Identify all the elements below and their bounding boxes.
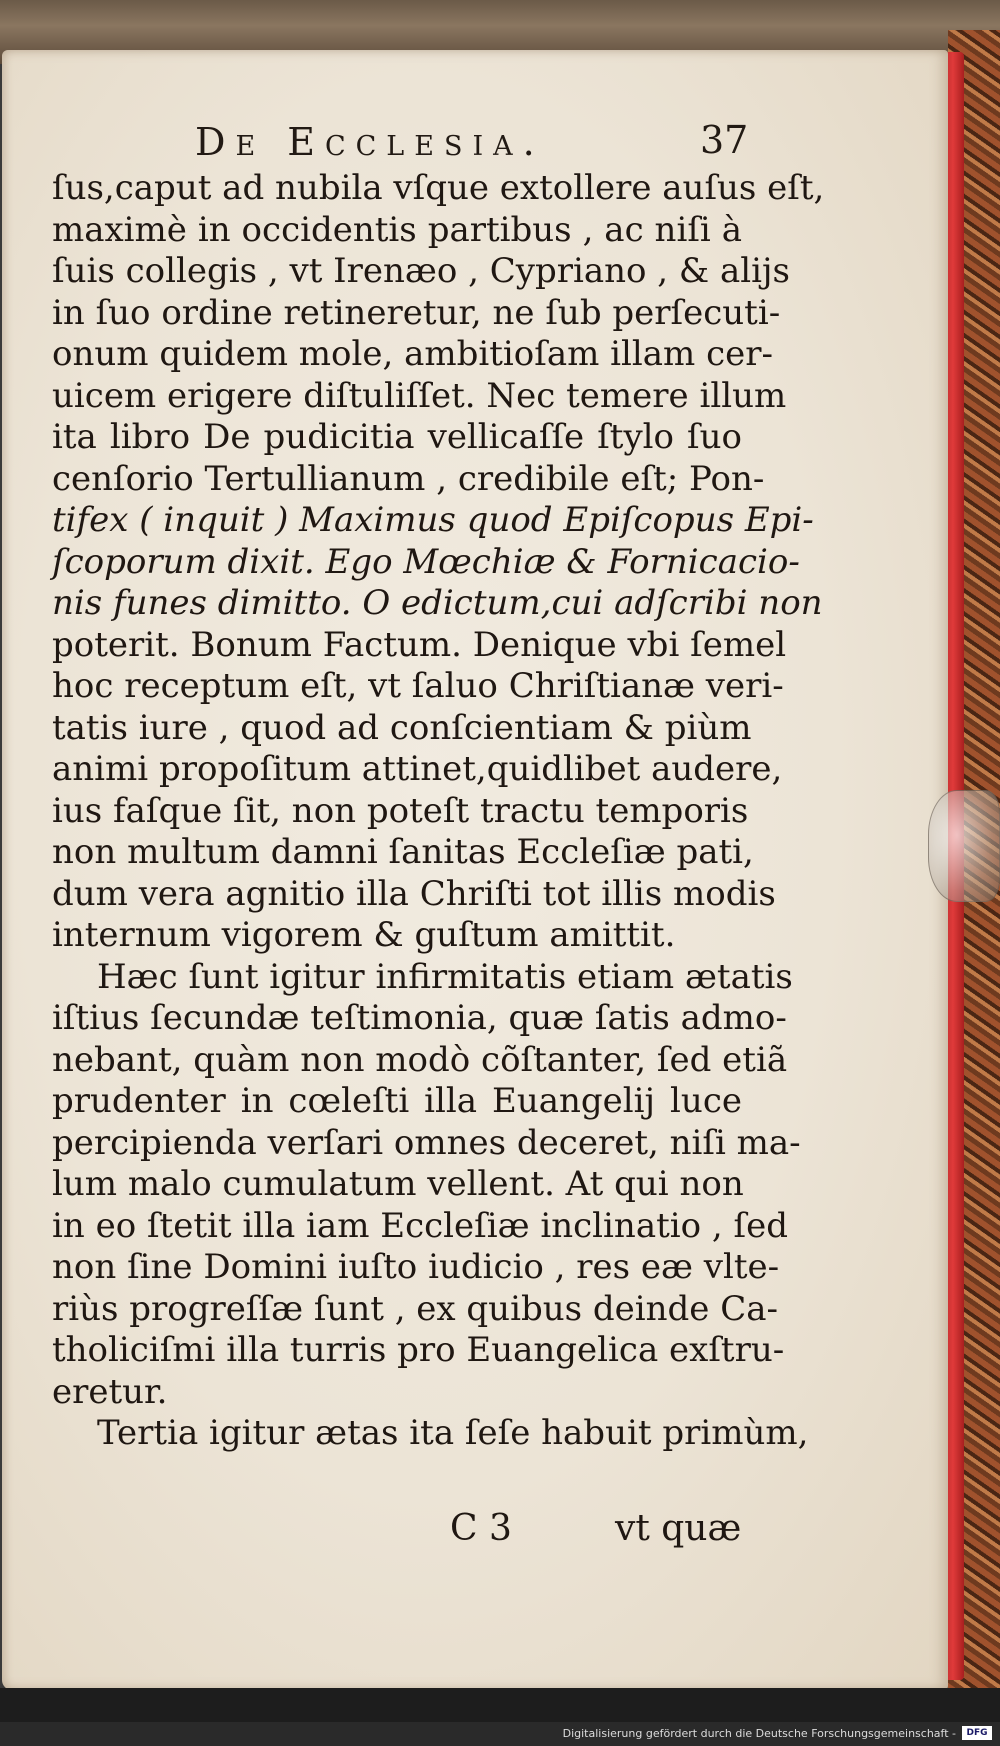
page-clip [928, 790, 1000, 902]
text-line: ius faſque ſit, non poteſt tractu temporis [52, 790, 749, 831]
text-line: ſuis collegis , vt Irenæo , Cypriano , & alijs [52, 251, 790, 291]
signature-mark: C 3 [450, 1508, 512, 1549]
text-line: cenſorio Tertullianum , credibile eſt; Pon- [52, 458, 765, 499]
text-line: ſus,caput ad nubila vſque extollere auſus eſt, [52, 168, 825, 208]
text-line: riùs progreſſæ ſunt , ex quibus deinde Ca- [52, 1288, 778, 1329]
text-line: onum quidem mole, ambitioſam illam cer- [52, 334, 774, 374]
text-line: lum malo cumulatum vellent. At qui non [52, 1164, 744, 1204]
text-line: eretur. [52, 1371, 168, 1412]
text-line: in ſuo ordine retineretur, ne ſub perſecuti- [52, 292, 781, 333]
text-line: iſtius ſecundæ teſtimonia, quæ ſatis admo- [52, 998, 787, 1038]
text-line: percipienda verſari omnes deceret, niſi ma- [52, 1122, 801, 1163]
text-line: maximè in occidentis partibus , ac niſi à [52, 209, 742, 250]
text-line: uicem erigere diſtuliſſet. Nec temere illum [52, 375, 787, 416]
text-line: ita libro De pudicitia vellicaſſe ſtylo ſuo [52, 417, 742, 457]
page-number: 37 [700, 118, 749, 162]
footer-bar [0, 1722, 1000, 1746]
catchword: vt quæ [615, 1508, 742, 1549]
text-line: nis funes dimitto. O edictum,cui adſcribi non [52, 583, 823, 623]
text-line: tifex ( inquit ) Maximus quod Epiſcopus Epi- [52, 500, 814, 540]
text-line: non multum damni ſanitas Eccleſiæ pati, [52, 832, 754, 872]
text-line: hoc receptum eſt, vt ſaluo Chriſtianæ veri- [52, 666, 784, 706]
text-line: tatis iure , quod ad conſcientiam & piùm [52, 707, 752, 748]
text-line: nebant, quàm non modò cõſtanter, ſed etiã [52, 1039, 788, 1080]
text-line: in eo ſtetit illa iam Eccleſiæ inclinatio , ſed [52, 1205, 788, 1246]
text-line: animi propoſitum attinet,quidlibet audere, [52, 749, 783, 789]
text-line: Hæc ſunt igitur infirmitatis etiam ætatis [97, 956, 793, 997]
dfg-logo: DFG [962, 1726, 992, 1740]
text-line: tholiciſmi illa turris pro Euangelica exſtru- [52, 1330, 785, 1370]
text-line: non ſine Domini iuſto iudicio , res eæ vlte- [52, 1247, 780, 1287]
text-line: Tertia igitur ætas ita ſeſe habuit primùm, [97, 1413, 809, 1453]
text-line: ſcoporum dixit. Ego Mœchiæ & Fornicacio- [52, 541, 800, 582]
text-line: dum vera agnitio illa Chriſti tot illis modis [52, 873, 776, 914]
body-text [52, 168, 825, 1455]
running-head: De Ecclesia. [195, 120, 545, 164]
text-line: internum vigorem & guſtum amittit. [52, 915, 676, 955]
footer-credit: Digitalisierung gefördert durch die Deutsche Forschungsgemeinschaft - [562, 1727, 956, 1740]
text-line: prudenter in cœleſti illa Euangelij luce [52, 1081, 742, 1121]
scan-bottom-band [0, 1688, 1000, 1722]
text-line: poterit. Bonum Factum. Denique vbi ſemel [52, 624, 787, 665]
